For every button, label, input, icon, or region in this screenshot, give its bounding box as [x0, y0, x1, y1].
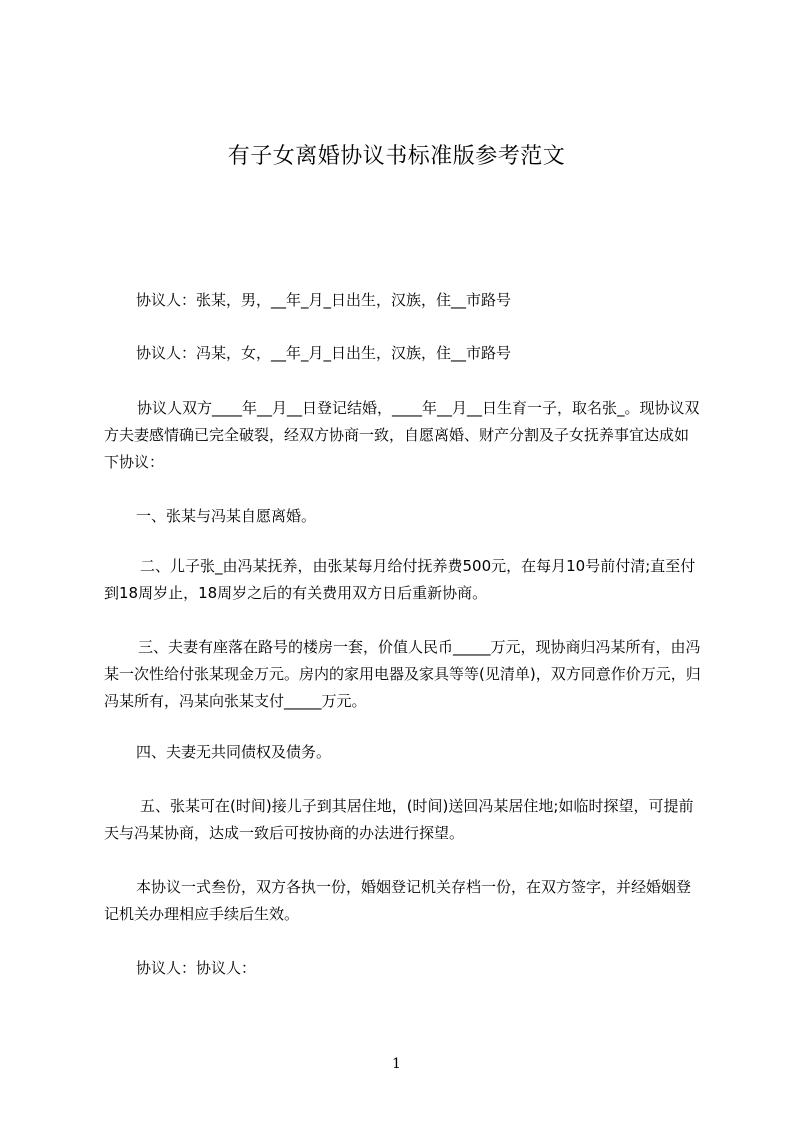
- page-number: 1: [392, 1056, 401, 1072]
- clause-four-paragraph: 四、夫妻无共同债权及债务。: [136, 743, 332, 761]
- preamble-paragraph: 协议人双方____年__月__日登记结婚，____年__月__日生育一子，取名张_。现协议双方夫妻感情确已完全破裂，经双方协商一致，自愿离婚、财产分割及子女抚养事宜达成如下协议：: [104, 399, 700, 471]
- clause-five-paragraph: 五、张某可在(时间)接儿子到其居住地，(时间)送回冯某居住地;如临时探望，可提前天与冯某协商，达成一致后可按协商的办法进行探望。: [104, 797, 694, 842]
- clause-two-paragraph: 二、儿子张_由冯某抚养，由张某每月给付抚养费500元，在每月10号前付清;直至付到18周岁止，18周岁之后的有关费用双方日后重新协商。: [104, 557, 696, 602]
- document-title: 有子女离婚协议书标准版参考范文: [227, 144, 566, 169]
- party-two-paragraph: 协议人：冯某，女，__年_月_日出生，汉族，住__市路号: [136, 344, 512, 362]
- party-one-paragraph: 协议人：张某，男，__年_月_日出生，汉族，住__市路号: [136, 291, 512, 309]
- effectiveness-paragraph: 本协议一式叁份，双方各执一份，婚姻登记机关存档一份，在双方签字，并经婚姻登记机关办理相应手续后生效。: [104, 878, 692, 923]
- clause-one-paragraph: 一、张某与冯某自愿离婚。: [136, 507, 317, 525]
- clause-three-paragraph: 三、夫妻有座落在路号的楼房一套，价值人民币_____万元，现协商归冯某所有，由冯某一次性给付张某现金万元。房内的家用电器及家具等等(见清单)，双方同意作价万元，归冯某所有，冯某向张某支付_____万元。: [104, 638, 701, 710]
- signature-line: 协议人：协议人：: [136, 959, 257, 977]
